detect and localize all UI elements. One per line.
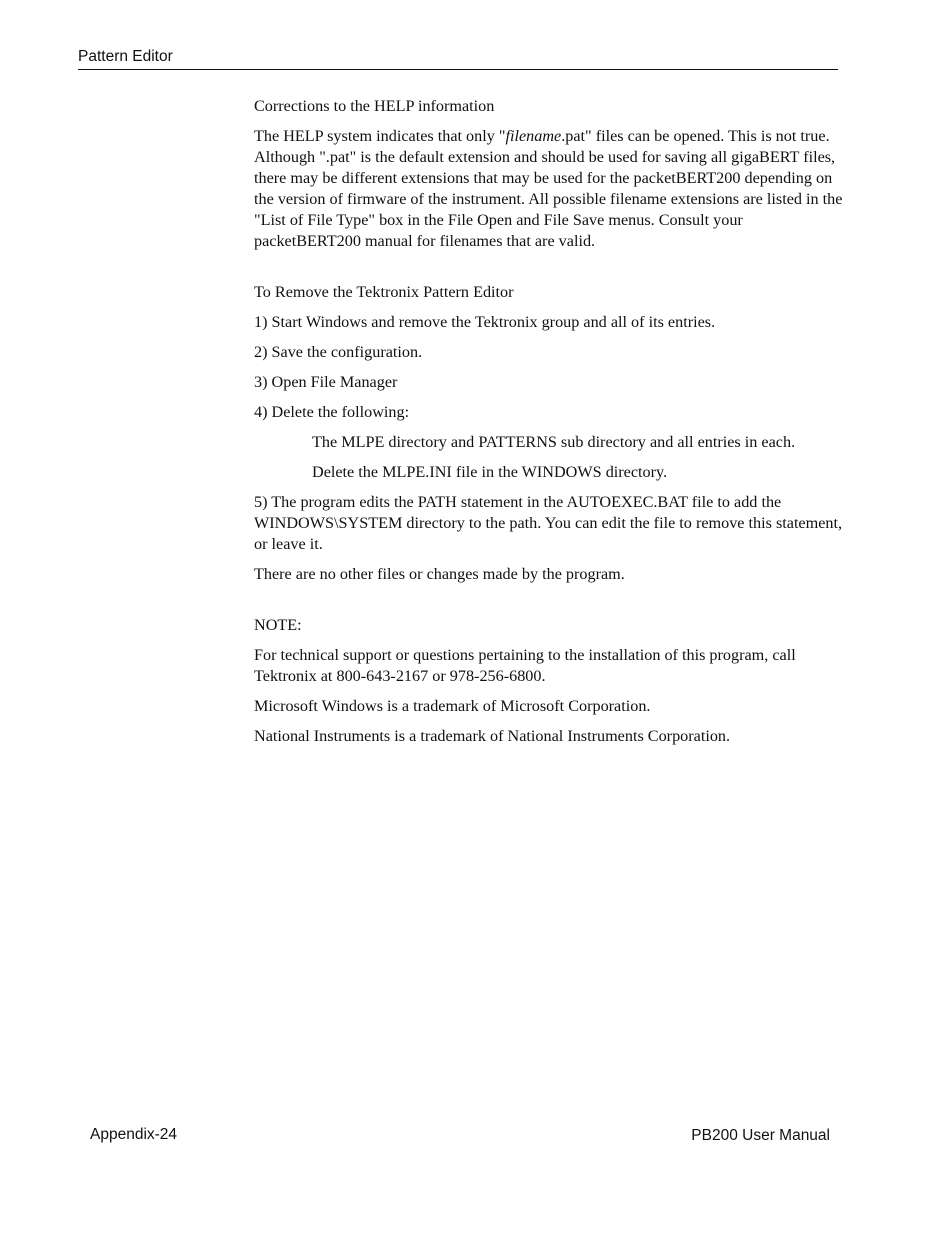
remove-heading: To Remove the Tektronix Pattern Editor [254,283,514,301]
remove-closing: There are no other files or changes made by the program. [254,565,625,583]
remove-step-4: 4) Delete the following: [254,403,410,421]
corrections-text-start: The HELP system indicates that only " [254,127,506,145]
header-title: Pattern Editor [78,48,173,65]
remove-step-3: 3) Open File Manager [254,373,398,391]
note-support: For technical support or questions pertaining to the installation of this program, call Tektronix at 800-643-2167 or 978-256-6800. [254,646,796,685]
remove-step-2: 2) Save the configuration. [254,343,423,361]
footer-page-label: Appendix-24 [90,1126,178,1143]
corrections-paragraph [254,126,844,252]
note-trademark-ni: National Instruments is a trademark of National Instruments Corporation. [254,727,731,745]
document-body [254,96,844,756]
note-heading: NOTE: [254,616,302,634]
note-trademark-microsoft: Microsoft Windows is a trademark of Microsoft Corporation. [254,697,651,715]
remove-step-1: 1) Start Windows and remove the Tektronix group and all of its entries. [254,313,716,331]
page-header [78,47,838,70]
corrections-text-end: .pat" files can be opened. This is not true. Although ".pat" is the default extension and should be used for saving all gigaBERT files, there may be different extensions that may be used for the packetBERT200 depending on the version of firmware of the instrument. All possible filename extensions are listed in the "List of File Type" box in the File Open and File Save menus. Consult your packetBERT200 manual for filenames that are valid. [254,127,843,250]
remove-step-4-sub-2: Delete the MLPE.INI file in the WINDOWS directory. [312,463,668,481]
remove-step-4-sub-1: The MLPE directory and PATTERNS sub directory and all entries in each. [312,433,796,451]
remove-step-5: 5) The program edits the PATH statement in the AUTOEXEC.BAT file to add the WINDOWS\SYSTEM directory to the path. You can edit the file to remove this statement, or leave it. [254,493,843,553]
footer-manual-title: PB200 User Manual [691,1127,830,1144]
corrections-heading: Corrections to the HELP information [254,97,495,115]
filename-italic: filename [505,127,562,145]
